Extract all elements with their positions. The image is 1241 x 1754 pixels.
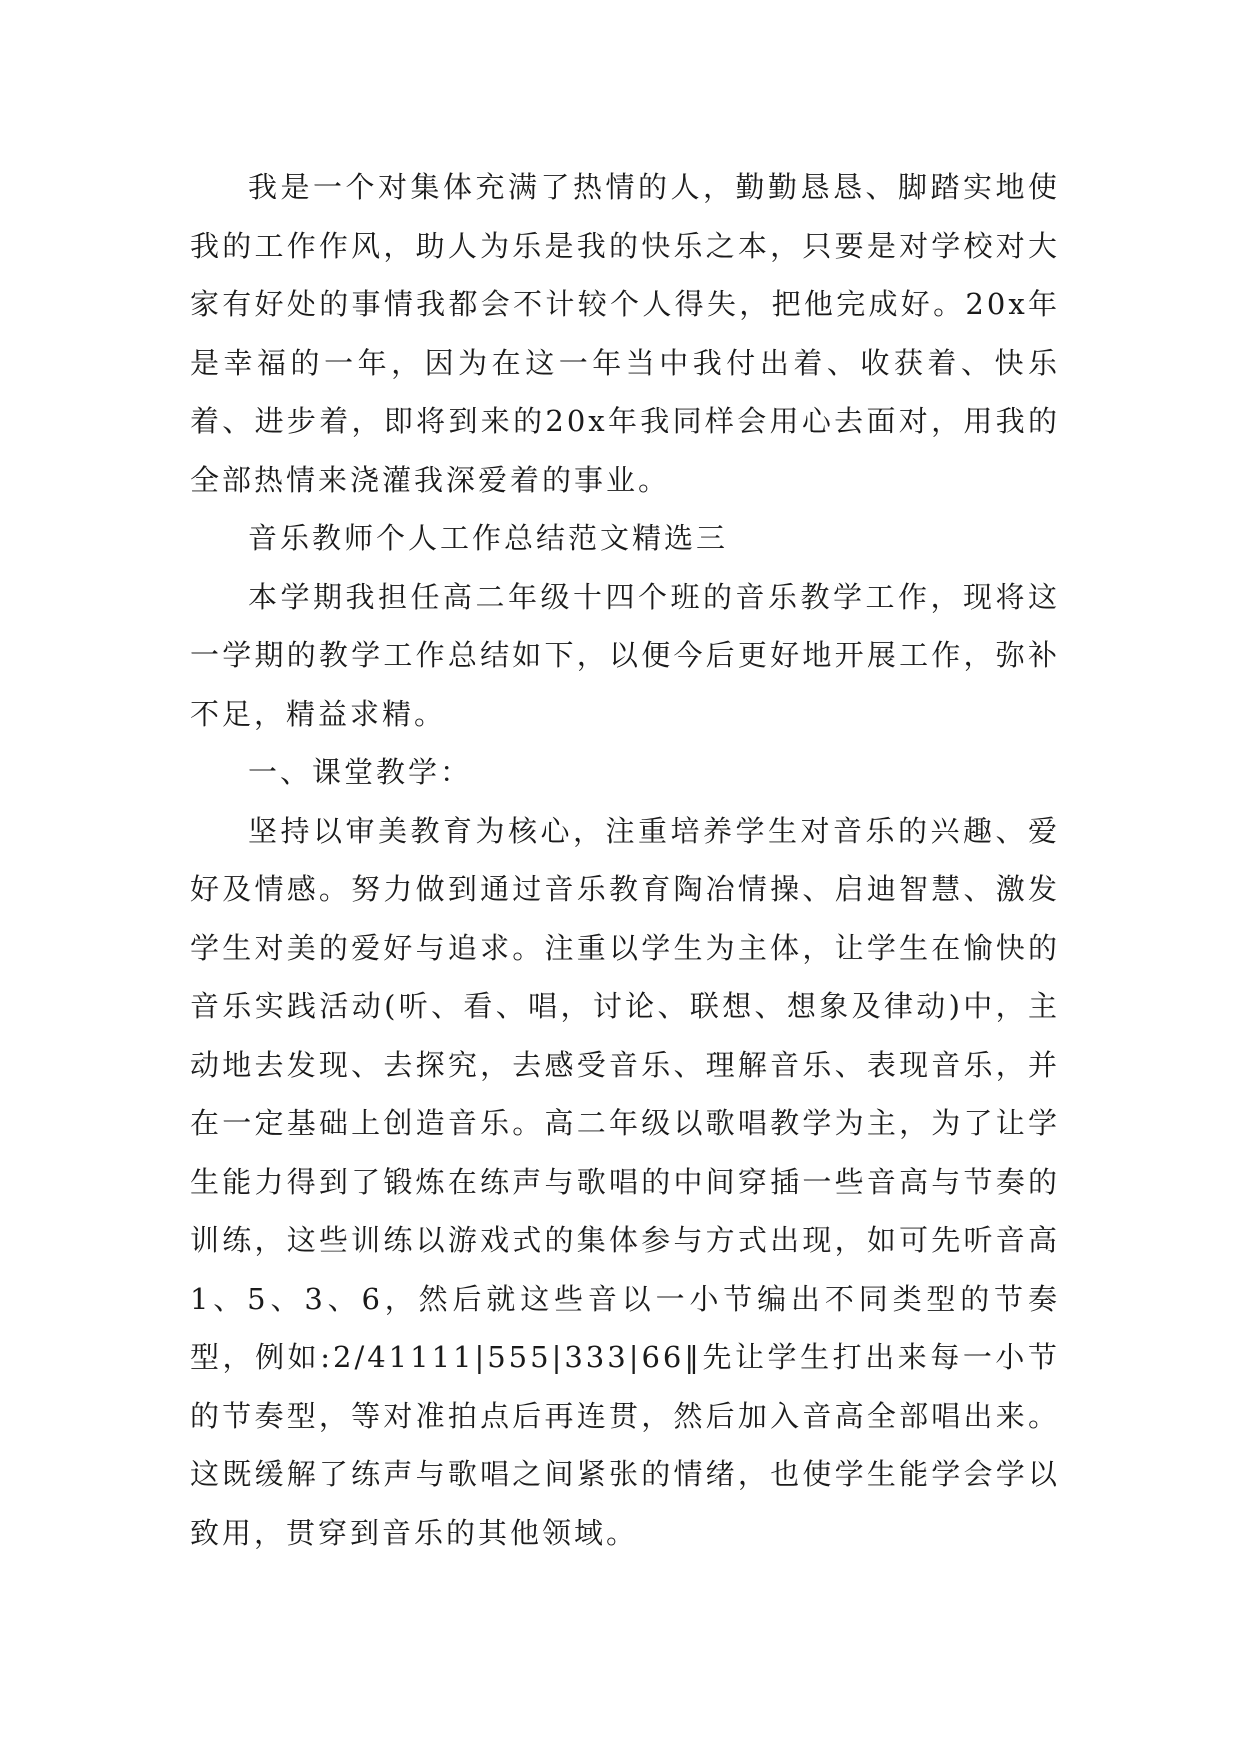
paragraph-classroom-teaching: 坚持以审美教育为核心，注重培养学生对音乐的兴趣、爱好及情感。努力做到通过音乐教育陶冶情操、启迪智慧、激发学生对美的爱好与追求。注重以学生为主体，让学生在愉快的音乐实践活动(听、看、唱，讨论、联想、想象及律动)中，主动地去发现、去探究，去感受音乐、理解音乐、表现音乐，并在一定基础上创造音乐。高二年级以歌唱教学为主，为了让学生能力得到了锻炼在练声与歌唱的中间穿插一些音高与节奏的训练，这些训练以游戏式的集体参与方式出现，如可先听音高1、5、3、6，然后就这些音以一小节编出不同类型的节奏型，例如:2/41111|555|333|66‖先让学生打出来每一小节的节奏型，等对准拍点后再连贯，然后加入音高全部唱出来。这既缓解了练声与歌唱之间紧张的情绪，也使学生能学会学以致用，贯穿到音乐的其他领域。 [190, 813, 1060, 1550]
section-title: 音乐教师个人工作总结范文精选三 [248, 521, 729, 555]
paragraph-summary-closing: 我是一个对集体充满了热情的人，勤勤恳恳、脚踏实地使我的工作作风，助人为乐是我的快乐之本，只要是对学校对大家有好处的事情我都会不计较个人得失，把他完成好。20x年是幸福的一年，因为在这一年当中我付出着、收获着、快乐着、进步着，即将到来的20x年我同样会用心去面对，用我的全部热情来浇灌我深爱着的事业。 [190, 170, 1060, 497]
document-body [190, 158, 1060, 1562]
paragraph-intro: 本学期我担任高二年级十四个班的音乐教学工作，现将这一学期的教学工作总结如下，以便今后更好地开展工作，弥补不足，精益求精。 [190, 579, 1060, 731]
subsection-heading: 一、课堂教学： [248, 755, 473, 789]
